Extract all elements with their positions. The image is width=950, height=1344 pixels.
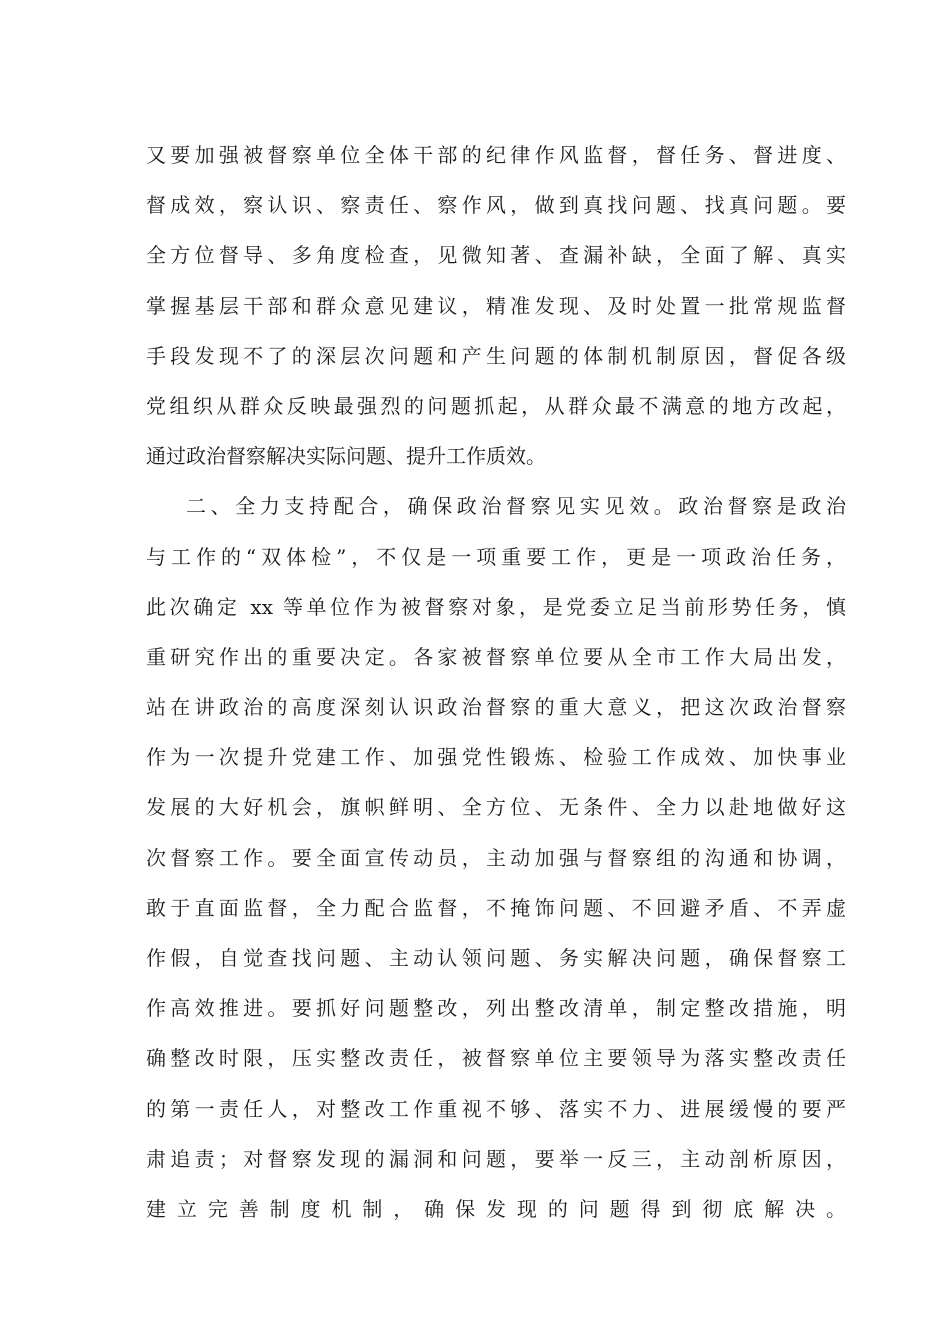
text-line: 的第一责任人，对整改工作重视不够、落实不力、进展缓慢的要严: [146, 1096, 846, 1121]
paragraph-continuation: [146, 130, 846, 481]
text-line: 党组织从群众反映最强烈的问题抓起，从群众最不满意的地方改起，: [146, 393, 846, 418]
text-line: 督成效，察认识、察责任、察作风，做到真找问题、找真问题。要: [146, 193, 846, 218]
text-line: 通过政治督察解决实际问题、提升工作质效。: [146, 444, 546, 469]
text-line: 站在讲政治的高度深刻认识政治督察的重大意义，把这次政治督察: [146, 695, 846, 720]
text-line: 建立完善制度机制，确保发现的问题得到彻底解决。: [146, 1196, 846, 1221]
text-line: 手段发现不了的深层次问题和产生问题的体制机制原因，督促各级: [146, 343, 846, 368]
text-line: 作高效推进。要抓好问题整改，列出整改清单，制定整改措施，明: [146, 996, 846, 1021]
text-line: 作假，自觉查找问题、主动认领问题、务实解决问题，确保督察工: [146, 946, 846, 970]
text-line: [146, 1234, 846, 1284]
text-line: 肃追责；对督察发现的漏洞和问题，要举一反三，主动剖析原因，: [146, 1146, 846, 1171]
text-line: 敢于直面监督，全力配合监督，不掩饰问题、不回避矛盾、不弄虚: [146, 895, 846, 920]
text-line: 又要加强被督察单位全体干部的纪律作风监督，督任务、督进度、: [146, 143, 846, 167]
text-line: 掌握基层干部和群众意见建议，精准发现、及时处置一批常规监督: [146, 293, 846, 318]
text-line: 作为一次提升党建工作、加强党性锻炼、检验工作成效、加快事业: [146, 745, 846, 770]
text-line: 与工作的“双体检”，不仅是一项重要工作，更是一项政治任务，: [146, 544, 846, 569]
text-line: 次督察工作。要全面宣传动员，主动加强与督察组的沟通和协调，: [146, 845, 846, 870]
text-line: 发展的大好机会，旗帜鲜明、全方位、无条件、全力以赴地做好这: [146, 795, 846, 820]
text-line: 全方位督导、多角度检查，见微知著、查漏补缺，全面了解、真实: [146, 243, 846, 268]
text-line: 此次确定 xx 等单位作为被督察对象，是党委立足当前形势任务，慎: [146, 594, 846, 619]
text-line: 确整改时限，压实整改责任，被督察单位主要领导为落实整改责任: [146, 1046, 846, 1071]
body-text: [146, 130, 846, 1284]
section-heading-line: 二、全力支持配合，确保政治督察见实见效。政治督察是政治: [186, 494, 846, 519]
text-line: 重研究作出的重要决定。各家被督察单位要从全市工作大局出发，: [146, 644, 846, 669]
paragraph-section-two: [146, 481, 846, 1284]
